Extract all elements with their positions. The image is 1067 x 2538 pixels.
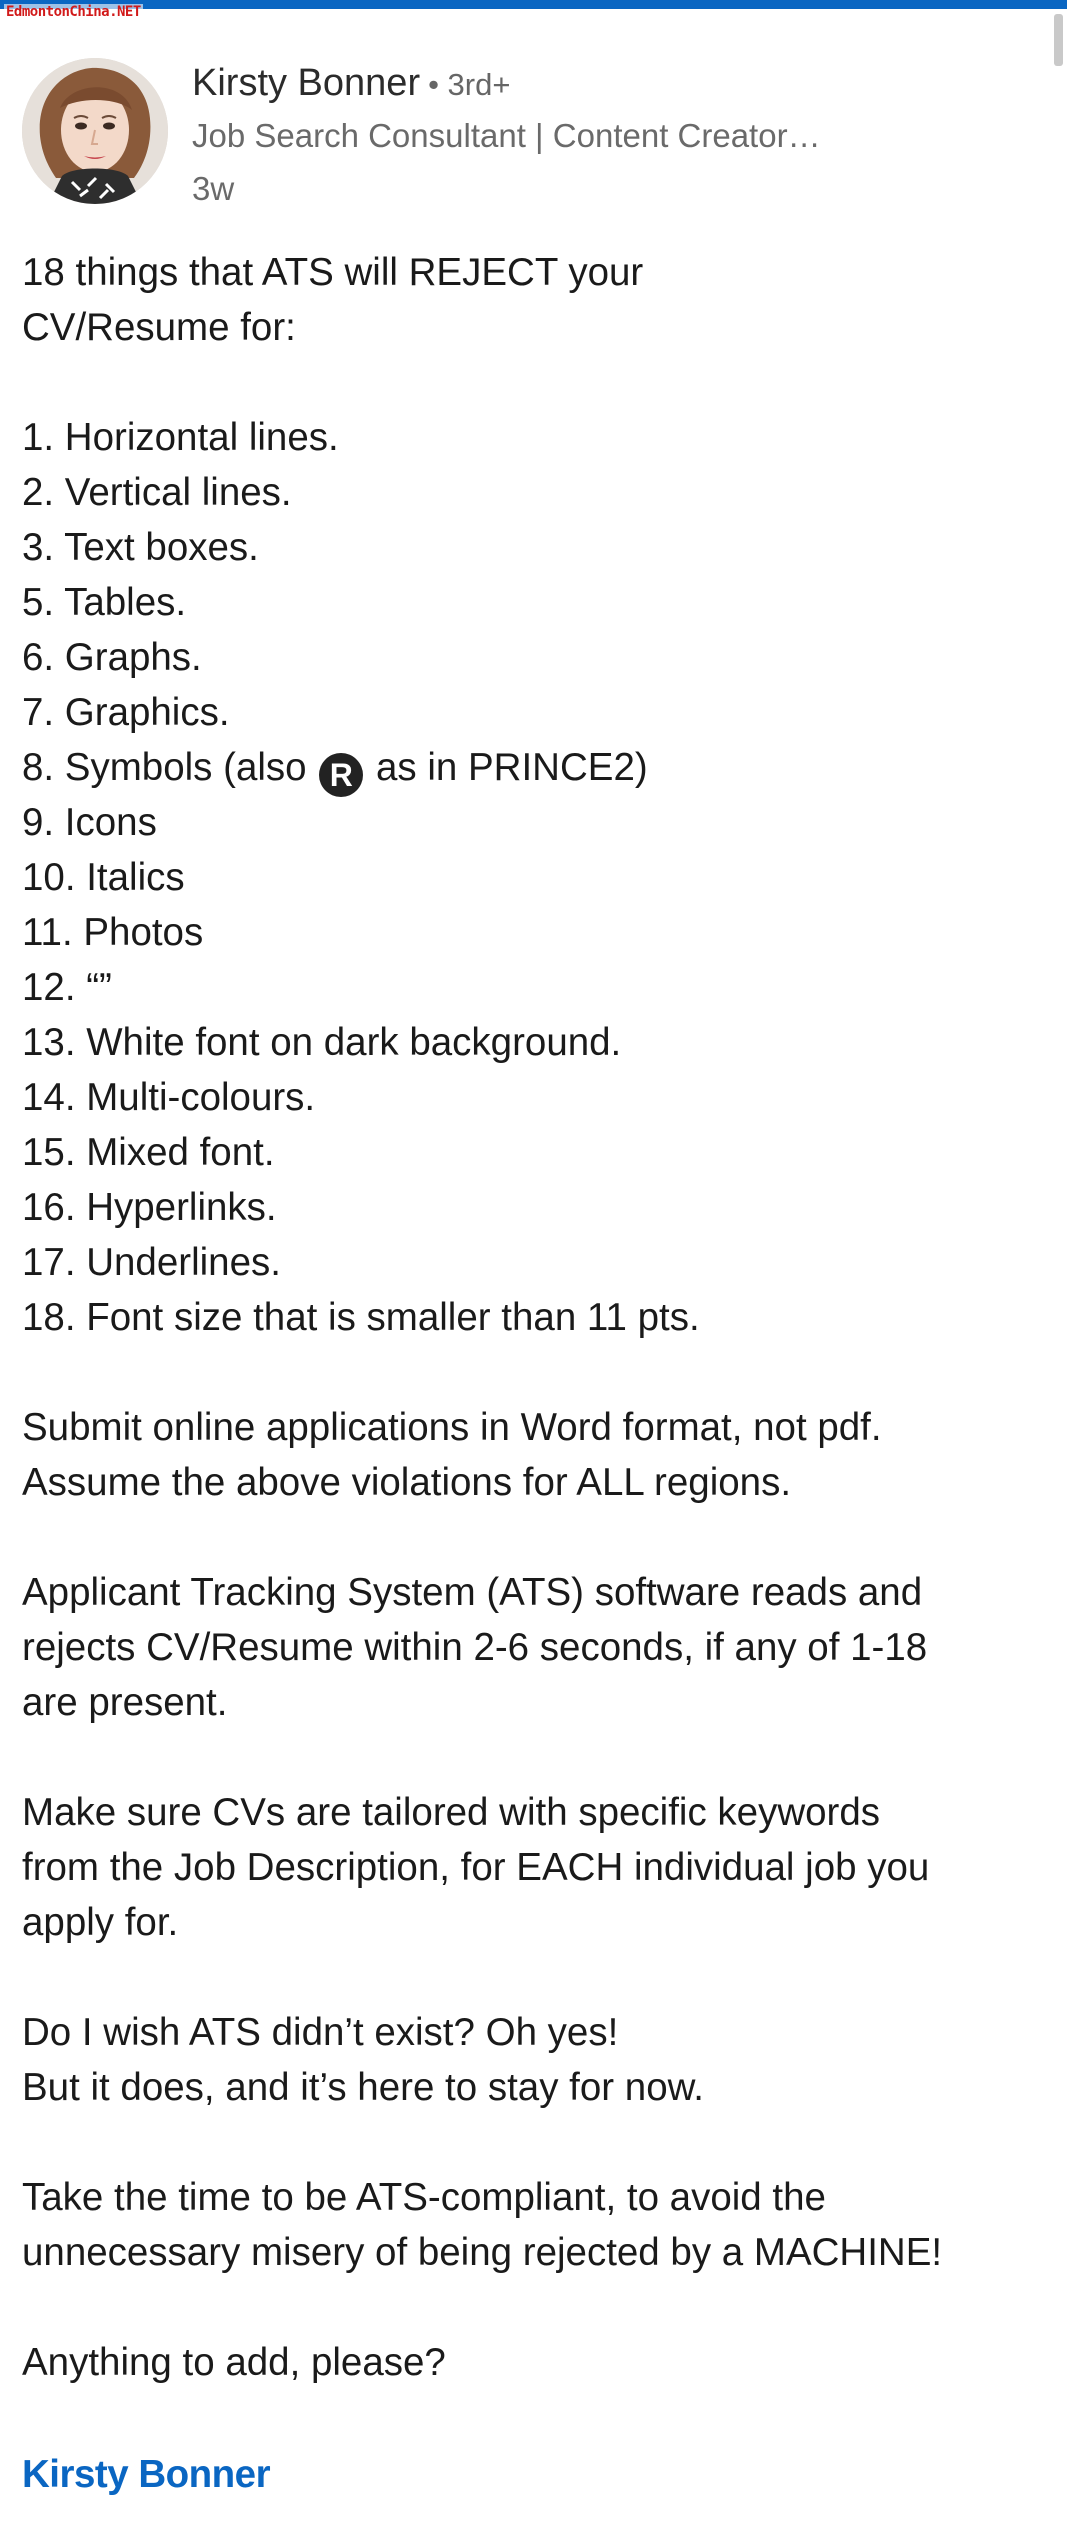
post-body [22, 245, 1032, 2390]
author-name[interactable]: Kirsty Bonner [192, 62, 421, 104]
paragraph-line: from the Job Description, for EACH individual job you [22, 1846, 930, 1889]
top-accent-bar [0, 0, 1067, 9]
post-timestamp: 3w [192, 170, 235, 207]
list-item-text: as in PRINCE2) [365, 746, 648, 789]
list-item: 15. Mixed font. [22, 1131, 275, 1174]
avatar-photo [22, 58, 168, 204]
paragraph-line: Take the time to be ATS-compliant, to avoid the [22, 2176, 826, 2219]
paragraph-line: Applicant Tracking System (ATS) software reads and [22, 1571, 923, 1614]
list-item: 1. Horizontal lines. [22, 416, 339, 459]
registered-symbol-icon: R [319, 753, 363, 797]
paragraph-line: Anything to add, please? [22, 2341, 446, 2384]
list-item: 14. Multi-colours. [22, 1076, 316, 1119]
post-header [22, 58, 1022, 208]
avatar[interactable] [22, 58, 168, 204]
list-item: 2. Vertical lines. [22, 471, 292, 514]
paragraph-line: are present. [22, 1681, 228, 1724]
author-profile-link[interactable]: Kirsty Bonner [22, 2453, 271, 2496]
intro-line: CV/Resume for: [22, 306, 296, 349]
list-item: 18. Font size that is smaller than 11 pts. [22, 1296, 700, 1339]
paragraph-line: unnecessary misery of being rejected by a MACHINE! [22, 2231, 943, 2274]
list-item: 3. Text boxes. [22, 526, 259, 569]
scrollbar[interactable] [1054, 14, 1063, 66]
paragraph-line: But it does, and it’s here to stay for now. [22, 2066, 704, 2109]
author-meta [192, 58, 821, 214]
list-item: 9. Icons [22, 801, 157, 844]
paragraph-line: rejects CV/Resume within 2-6 seconds, if any of 1-18 [22, 1626, 928, 1669]
list-item: 7. Graphics. [22, 691, 230, 734]
list-item: 11. Photos [22, 911, 204, 954]
watermark: EdmontonChina.NET [6, 4, 141, 20]
list-item: 17. Underlines. [22, 1241, 281, 1284]
list-item: 10. Italics [22, 856, 185, 899]
list-item [22, 740, 1032, 795]
list-item: 5. Tables. [22, 581, 187, 624]
list-item: 16. Hyperlinks. [22, 1186, 277, 1229]
list-item: 13. White font on dark background. [22, 1021, 622, 1064]
author-line [192, 58, 821, 108]
paragraph-line: Submit online applications in Word format, not pdf. [22, 1406, 882, 1449]
list-item: 12. “” [22, 966, 112, 1009]
list-item-text: 8. Symbols (also [22, 746, 318, 789]
paragraph-line: Do I wish ATS didn’t exist? Oh yes! [22, 2011, 619, 2054]
intro-line: 18 things that ATS will REJECT your [22, 251, 644, 294]
connection-degree: • 3rd+ [428, 67, 511, 102]
author-headline: Job Search Consultant | Content Creator… [192, 117, 821, 154]
list-item: 6. Graphs. [22, 636, 202, 679]
paragraph-line: Make sure CVs are tailored with specific keywords [22, 1791, 881, 1834]
paragraph-line: apply for. [22, 1901, 179, 1944]
paragraph-line: Assume the above violations for ALL regions. [22, 1461, 792, 1504]
